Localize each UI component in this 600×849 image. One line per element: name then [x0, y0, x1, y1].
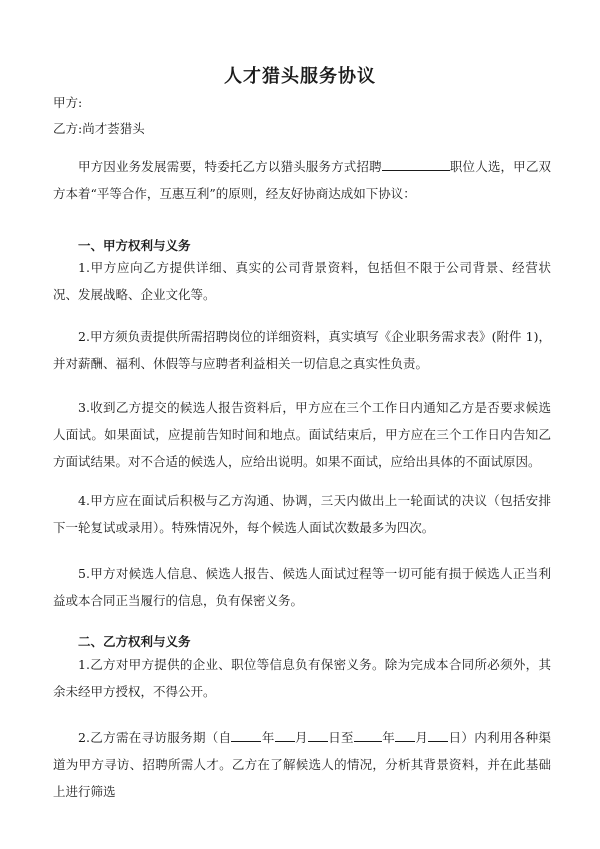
party-b-line [53, 121, 145, 137]
section-1-heading: 一、甲方权利与义务 [78, 238, 191, 253]
section-1-item-2: 2.甲方须负责提供所需招聘岗位的详细资料，真实填写《企业职务需求表》(附件 1)，并对薪酬、福利、休假等与应聘者利益相关一切信息之真实性负责。 [53, 329, 551, 371]
intro-paragraph [53, 153, 551, 207]
start-day-blank [308, 729, 328, 742]
end-day-blank [428, 729, 448, 742]
section-2-item-1: 1.乙方对甲方提供的企业、职位等信息负有保密义务。除为完成本合同所必须外，其余未经甲方授权，不得公开。 [53, 657, 551, 699]
end-month-blank [395, 729, 415, 742]
position-blank-field [382, 158, 450, 171]
end-year-blank [354, 729, 382, 742]
section-2-item-2 [53, 724, 551, 805]
intro-text-2: 职位人选，甲乙双方本着“平等合作，互惠互利”的原则，经友好协商达成如下协议： [53, 159, 551, 201]
year-label: 年 [261, 730, 275, 745]
section-1-item-4: 4.甲方应在面试后积极与乙方沟通、协调，三天内做出上一轮面试的决议（包括安排下一轮复试或录用）。特殊情况外，每个候选人面试次数最多为四次。 [53, 493, 551, 535]
document-title: 人才猎头服务协议 [224, 66, 376, 87]
service-period-text: 2.乙方需在寻访服务期（自 [78, 730, 232, 745]
start-month-blank [275, 729, 295, 742]
section-1-item-1: 1.甲方应向乙方提供详细、真实的公司背景资料，包括但不限于公司背景、经营状况、发展战略、企业文化等。 [53, 260, 551, 302]
party-b-name: 尚才荟猎头 [82, 121, 145, 136]
month-label: 月 [415, 730, 429, 745]
start-year-blank [231, 729, 261, 742]
month-label: 月 [294, 730, 308, 745]
party-a-label: 甲方: [53, 95, 83, 110]
section-1-item-5: 5.甲方对候选人信息、候选人报告、候选人面试过程等一切可能有损于候选人正当利益或本合同正当履行的信息，负有保密义务。 [53, 566, 551, 608]
intro-text-1: 甲方因业务发展需要，特委托乙方以猎头服务方式招聘 [78, 159, 382, 174]
day-to-label: 日至 [327, 730, 354, 745]
year-label: 年 [381, 730, 396, 745]
party-b-label: 乙方: [53, 121, 83, 136]
section-1-item-3: 3.收到乙方提交的候选人报告资料后，甲方应在三个工作日内通知乙方是否要求候选人面试。如果面试，应提前告知时间和地点。面试结束后，甲方应在三个工作日内告知乙方面试结果。对不合适的候选人，应给出说明。如果不面试，应给出具体的不面试原因。 [53, 400, 551, 469]
party-a-line [53, 95, 82, 111]
section-2-heading: 二、乙方权利与义务 [78, 634, 191, 649]
service-period-continued-text: 日）内利用各种渠道为甲方寻访、招聘所需人才。乙方在了解候选人的情况，分析其背景资料，并在此基础上进行筛选 [53, 730, 551, 799]
